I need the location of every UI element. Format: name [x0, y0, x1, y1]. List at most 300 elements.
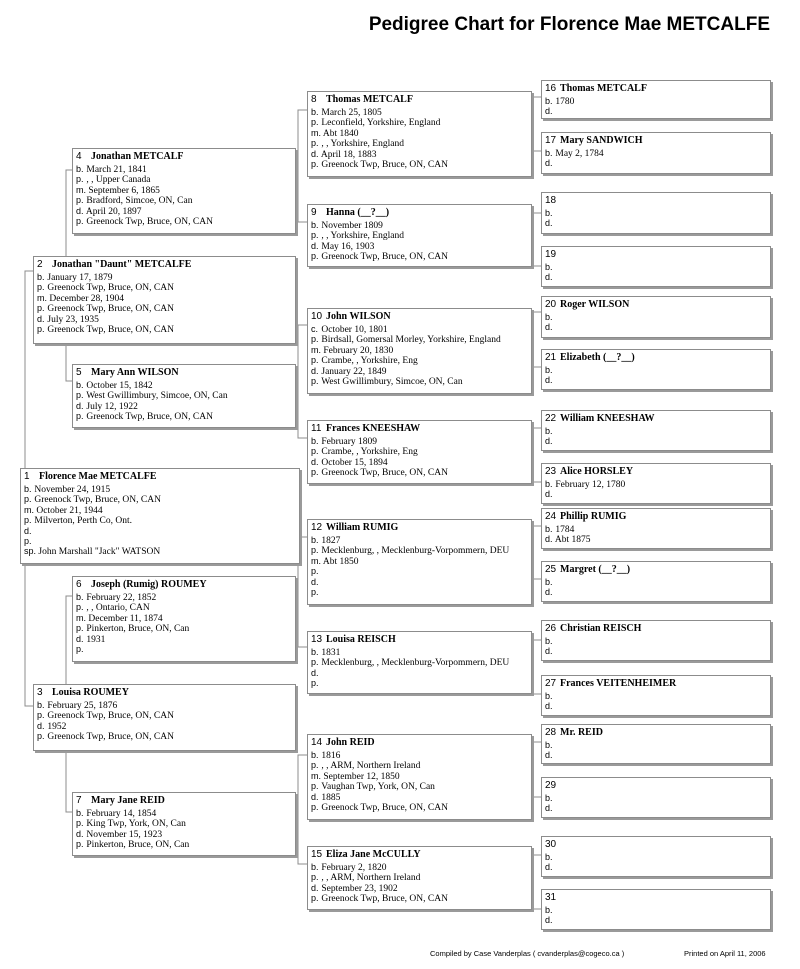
person-number: 11: [311, 423, 322, 434]
field-value: Bradford, Simcoe, ON, Can: [86, 196, 193, 207]
death-row: [542, 375, 770, 385]
field-label: p.: [311, 801, 319, 812]
field-label: b.: [545, 312, 553, 322]
person-box-14: [307, 734, 532, 820]
person-name: Mary Jane REID: [91, 795, 165, 806]
person-header: [542, 81, 770, 96]
field-label: p.: [311, 893, 319, 904]
person-box-3: [33, 684, 296, 751]
field-value: King Twp, York, ON, Can: [86, 819, 186, 830]
field-value: February 12, 1780: [555, 480, 626, 490]
death-row: [542, 534, 770, 544]
death-row: [542, 218, 770, 228]
person-number: 20: [545, 299, 557, 310]
field-label: d.: [545, 375, 553, 386]
place-row: [73, 411, 295, 421]
place-row: [34, 324, 295, 334]
field-label: d.: [311, 240, 319, 251]
person-number: 7: [76, 795, 82, 806]
person-header: [73, 365, 295, 380]
field-label: p.: [311, 251, 319, 262]
person-number: 31: [545, 892, 557, 903]
field-value: 1827: [321, 536, 341, 546]
field-value: John Marshall "Jack" WATSON: [38, 547, 161, 558]
birth-row: [308, 862, 531, 872]
person-box-7: [72, 792, 296, 856]
birth-row: [542, 365, 770, 375]
field-label: b.: [37, 700, 45, 710]
field-value: February 2, 1820: [321, 863, 387, 873]
person-box-1: [20, 468, 300, 564]
person-number: 22: [545, 413, 557, 424]
birth-row: [21, 484, 299, 494]
death-row: [34, 721, 295, 731]
birth-row: [542, 479, 770, 489]
place-row: [308, 251, 531, 261]
field-value: Greenock Twp, Bruce, ON, CAN: [321, 802, 448, 813]
birth-row: [34, 272, 295, 282]
person-header: [308, 735, 531, 750]
place-row: [308, 138, 531, 148]
field-value: 1831: [321, 648, 341, 658]
field-label: d.: [76, 633, 84, 644]
field-value: November 15, 1923: [86, 829, 163, 840]
person-number: 12: [311, 522, 323, 533]
person-number: 10: [311, 311, 323, 322]
field-value: March 25, 1805: [321, 108, 382, 118]
field-label: p.: [76, 215, 84, 226]
person-name: Mary Ann WILSON: [91, 367, 179, 378]
field-value: November 24, 1915: [34, 485, 111, 495]
field-label: d.: [76, 205, 84, 216]
person-number: 5: [76, 367, 82, 378]
field-label: d.: [311, 791, 319, 802]
field-value: October 15, 1842: [86, 381, 153, 391]
field-label: d.: [311, 148, 319, 159]
field-value: Birdsall, Gomersal Morley, Yorkshire, England: [321, 335, 501, 346]
field-label: b.: [545, 262, 553, 272]
field-label: p.: [24, 535, 32, 546]
person-number: 26: [545, 623, 557, 634]
person-box-26: [541, 620, 771, 661]
field-value: May 16, 1903: [321, 241, 375, 252]
field-value: February 20, 1830: [323, 345, 394, 356]
field-value: July 12, 1922: [86, 401, 138, 412]
field-label: d.: [545, 534, 553, 545]
person-name: Thomas METCALF: [560, 83, 647, 94]
person-name: Frances KNEESHAW: [326, 423, 421, 434]
field-label: b.: [311, 535, 319, 545]
field-label: b.: [311, 436, 319, 446]
field-label: m.: [311, 127, 321, 138]
field-value: Crambe, , Yorkshire, Eng: [321, 447, 418, 458]
person-number: 3: [37, 687, 43, 698]
marriage-row: [308, 771, 531, 781]
person-header: [34, 257, 295, 272]
person-box-25: [541, 561, 771, 602]
field-label: d.: [76, 400, 84, 411]
marriage-row: [308, 345, 531, 355]
death-row: [542, 862, 770, 872]
field-label: d.: [37, 313, 45, 324]
field-label: d.: [545, 750, 553, 761]
death-row: [73, 634, 295, 644]
field-value: , , Yorkshire, England: [321, 231, 404, 242]
field-label: p.: [311, 334, 319, 345]
field-label: p.: [311, 566, 319, 577]
marriage-row: [308, 128, 531, 138]
person-name: Jonathan METCALF: [91, 151, 184, 162]
field-value: Greenock Twp, Bruce, ON, CAN: [47, 283, 174, 294]
field-label: d.: [545, 862, 553, 873]
person-header: [542, 509, 770, 524]
field-label: b.: [545, 691, 553, 701]
field-value: April 20, 1897: [85, 206, 142, 217]
field-label: sp.: [24, 546, 37, 557]
field-label: d.: [545, 701, 553, 712]
place-row: [308, 893, 531, 903]
field-label: d.: [311, 365, 319, 376]
person-number: 28: [545, 727, 557, 738]
person-header: [308, 632, 531, 647]
field-label: b.: [545, 148, 553, 158]
field-value: October 21, 1944: [36, 505, 103, 516]
person-number: 24: [545, 511, 557, 522]
death-row: [308, 241, 531, 251]
person-name: Elizabeth (__?__): [560, 352, 635, 363]
person-box-20: [541, 296, 771, 338]
birth-row: [73, 592, 295, 602]
person-header: [542, 890, 770, 905]
field-label: d.: [545, 915, 553, 926]
person-box-9: [307, 204, 532, 267]
field-value: September 6, 1865: [88, 185, 160, 196]
person-box-18: [541, 192, 771, 234]
person-header: [308, 520, 531, 535]
person-name: Jonathan "Daunt" METCALFE: [52, 259, 192, 270]
birth-row: [73, 808, 295, 818]
field-value: Abt 1840: [322, 128, 359, 139]
place-row: [308, 760, 531, 770]
death-row: [73, 206, 295, 216]
death-row: [73, 401, 295, 411]
birth-row: [542, 426, 770, 436]
birth-row: [542, 208, 770, 218]
person-box-4: [72, 148, 296, 234]
person-number: 18: [545, 195, 557, 206]
field-label: b.: [545, 524, 553, 534]
field-value: Leconfield, Yorkshire, England: [321, 118, 441, 129]
field-label: d.: [545, 158, 553, 169]
person-box-30: [541, 836, 771, 877]
person-box-13: [307, 631, 532, 694]
death-row: [308, 366, 531, 376]
field-label: p.: [311, 872, 319, 883]
death-row: [542, 436, 770, 446]
place-row: [34, 710, 295, 720]
field-label: p.: [311, 355, 319, 366]
birth-row: [73, 164, 295, 174]
person-header: [542, 193, 770, 208]
death-row: [542, 701, 770, 711]
person-box-24: [541, 508, 771, 549]
field-label: m.: [311, 555, 321, 566]
field-value: November 1809: [321, 221, 383, 231]
compiled-by-note: Compiled by Case Vanderplas ( cvanderplas@cogeco.ca ): [430, 949, 625, 958]
field-label: b.: [37, 272, 45, 282]
field-value: Greenock Twp, Bruce, ON, CAN: [47, 711, 174, 722]
death-row: [308, 883, 531, 893]
person-box-10: [307, 308, 532, 394]
person-name: Mary SANDWICH: [560, 135, 643, 146]
death-row: [308, 149, 531, 159]
birth-row: [73, 380, 295, 390]
field-label: b.: [76, 592, 84, 602]
death-row: [542, 322, 770, 332]
person-box-23: [541, 463, 771, 504]
person-box-2: [33, 256, 296, 344]
field-label: d.: [311, 576, 319, 587]
person-name: Louisa ROUMEY: [52, 687, 129, 698]
death-row: [308, 577, 531, 587]
person-name: William KNEESHAW: [560, 413, 655, 424]
field-label: d.: [545, 436, 553, 447]
person-box-29: [541, 777, 771, 818]
death-row: [542, 915, 770, 925]
field-label: p.: [76, 839, 84, 850]
field-label: p.: [311, 117, 319, 128]
field-value: Vaughan Twp, York, ON, Can: [321, 782, 435, 793]
field-label: b.: [545, 479, 553, 489]
person-name: Thomas METCALF: [326, 94, 413, 105]
birth-row: [542, 148, 770, 158]
field-value: Greenock Twp, Bruce, ON, CAN: [47, 304, 174, 315]
person-name: Frances VEITENHEIMER: [560, 678, 677, 689]
person-number: 2: [37, 259, 43, 270]
field-label: m.: [311, 770, 321, 781]
field-label: b.: [24, 484, 32, 494]
person-number: 19: [545, 249, 557, 260]
field-label: d.: [545, 489, 553, 500]
field-value: Crambe, , Yorkshire, Eng: [321, 356, 418, 367]
field-value: April 18, 1883: [320, 149, 377, 160]
field-value: Greenock Twp, Bruce, ON, CAN: [47, 324, 174, 335]
place-row: [34, 303, 295, 313]
person-name: Christian REISCH: [560, 623, 642, 634]
field-label: b.: [76, 808, 84, 818]
place-row: [73, 390, 295, 400]
field-value: Greenock Twp, Bruce, ON, CAN: [86, 412, 213, 423]
place-row: [308, 446, 531, 456]
birth-row: [34, 700, 295, 710]
death-row: [542, 803, 770, 813]
field-label: b.: [311, 647, 319, 657]
birth-row: [542, 852, 770, 862]
field-label: b.: [545, 96, 553, 106]
field-value: July 23, 1935: [47, 314, 99, 325]
field-label: d.: [545, 106, 553, 117]
place-row: [73, 174, 295, 184]
field-label: b.: [311, 862, 319, 872]
person-box-28: [541, 724, 771, 764]
field-value: West Gwillimbury, Simcoe, ON, Can: [86, 391, 228, 402]
person-box-6: [72, 576, 296, 662]
field-value: Greenock Twp, Bruce, ON, CAN: [321, 159, 448, 170]
person-name: William RUMIG: [326, 522, 399, 533]
person-box-21: [541, 349, 771, 390]
field-label: b.: [76, 164, 84, 174]
field-label: d.: [311, 882, 319, 893]
death-row: [308, 792, 531, 802]
place-row: [308, 657, 531, 667]
person-header: [34, 685, 295, 700]
field-value: Pinkerton, Bruce, ON, Can: [86, 624, 190, 635]
field-label: d.: [311, 456, 319, 467]
field-label: d.: [545, 587, 553, 598]
birth-row: [542, 740, 770, 750]
field-label: p.: [311, 138, 319, 149]
person-number: 1: [24, 471, 30, 482]
person-name: Hanna (__?__): [326, 207, 390, 218]
person-name: Joseph (Rumig) ROUMEY: [91, 579, 207, 590]
person-box-17: [541, 132, 771, 174]
place-row: [308, 159, 531, 169]
field-value: 1816: [321, 751, 341, 761]
person-number: 30: [545, 839, 557, 850]
person-number: 13: [311, 634, 323, 645]
field-label: p.: [76, 390, 84, 401]
person-header: [542, 562, 770, 577]
field-value: 1931: [86, 634, 106, 645]
place-row: [308, 334, 531, 344]
person-header: [542, 778, 770, 793]
person-header: [73, 149, 295, 164]
death-row: [542, 750, 770, 760]
field-value: Mecklenburg, , Mecklenburg-Vorpommern, DEU: [321, 658, 510, 669]
field-label: p.: [37, 710, 45, 721]
field-label: p.: [37, 323, 45, 334]
place-row: [308, 376, 531, 386]
person-box-31: [541, 889, 771, 930]
marriage-row: [73, 185, 295, 195]
birth-row: [542, 691, 770, 701]
place-row: [308, 566, 531, 576]
field-label: p.: [76, 411, 84, 422]
place-row: [308, 545, 531, 555]
field-label: d.: [311, 667, 319, 678]
person-header: [542, 297, 770, 312]
field-label: p.: [311, 657, 319, 668]
field-label: b.: [545, 793, 553, 803]
field-label: p.: [311, 230, 319, 241]
field-value: January 22, 1849: [321, 366, 387, 377]
field-value: Greenock Twp, Bruce, ON, CAN: [47, 732, 174, 743]
person-header: [542, 247, 770, 262]
field-label: m.: [24, 504, 34, 515]
field-label: p.: [311, 545, 319, 556]
person-header: [21, 469, 299, 484]
christening-row: [308, 324, 531, 334]
death-row: [308, 668, 531, 678]
field-label: p.: [76, 174, 84, 185]
field-value: , , ARM, Northern Ireland: [321, 873, 421, 884]
field-label: p.: [311, 158, 319, 169]
field-label: d.: [545, 272, 553, 283]
field-value: September 12, 1850: [323, 771, 400, 782]
place-row: [73, 216, 295, 226]
death-row: [34, 314, 295, 324]
person-number: 15: [311, 849, 323, 860]
field-value: March 21, 1841: [86, 165, 147, 175]
marriage-row: [21, 505, 299, 515]
field-value: January 17, 1879: [47, 273, 113, 283]
place-row: [73, 839, 295, 849]
birth-row: [542, 636, 770, 646]
spouse-row: [21, 546, 299, 556]
field-value: Greenock Twp, Bruce, ON, CAN: [321, 468, 448, 479]
field-value: September 23, 1902: [321, 883, 398, 894]
field-value: , , Ontario, CAN: [86, 603, 150, 614]
person-box-15: [307, 846, 532, 910]
field-value: February 25, 1876: [47, 701, 118, 711]
person-header: [73, 793, 295, 808]
person-name: Phillip RUMIG: [560, 511, 627, 522]
birth-row: [308, 107, 531, 117]
person-header: [73, 577, 295, 592]
death-row: [73, 829, 295, 839]
person-name: John REID: [326, 737, 375, 748]
field-label: p.: [311, 467, 319, 478]
place-row: [73, 623, 295, 633]
field-label: m.: [37, 292, 47, 303]
field-value: December 11, 1874: [88, 613, 163, 624]
death-row: [542, 587, 770, 597]
field-value: , , Upper Canada: [86, 175, 151, 186]
printed-date: Printed on April 11, 2006: [684, 949, 766, 958]
death-row: [21, 526, 299, 536]
place-row: [34, 731, 295, 741]
field-value: 1885: [321, 792, 341, 803]
person-number: 6: [76, 579, 82, 590]
field-value: , , ARM, Northern Ireland: [321, 761, 421, 772]
field-label: c.: [311, 324, 319, 334]
field-label: b.: [545, 905, 553, 915]
field-label: p.: [311, 586, 319, 597]
person-header: [542, 621, 770, 636]
place-row: [73, 602, 295, 612]
place-row: [308, 678, 531, 688]
field-label: d.: [76, 828, 84, 839]
field-value: Milverton, Perth Co, Ont.: [34, 516, 133, 527]
field-value: 1952: [47, 721, 67, 732]
field-label: p.: [37, 303, 45, 314]
person-number: 27: [545, 678, 557, 689]
person-header: [542, 411, 770, 426]
birth-row: [542, 524, 770, 534]
field-label: p.: [76, 643, 84, 654]
field-label: b.: [311, 750, 319, 760]
field-label: p.: [24, 494, 32, 505]
field-label: p.: [311, 678, 319, 689]
field-label: p.: [37, 282, 45, 293]
field-label: p.: [311, 760, 319, 771]
field-value: October 15, 1894: [321, 457, 388, 468]
person-number: 9: [311, 207, 317, 218]
birth-row: [542, 905, 770, 915]
place-row: [73, 818, 295, 828]
field-value: May 2, 1784: [555, 149, 604, 159]
field-value: Greenock Twp, Bruce, ON, CAN: [321, 252, 448, 263]
